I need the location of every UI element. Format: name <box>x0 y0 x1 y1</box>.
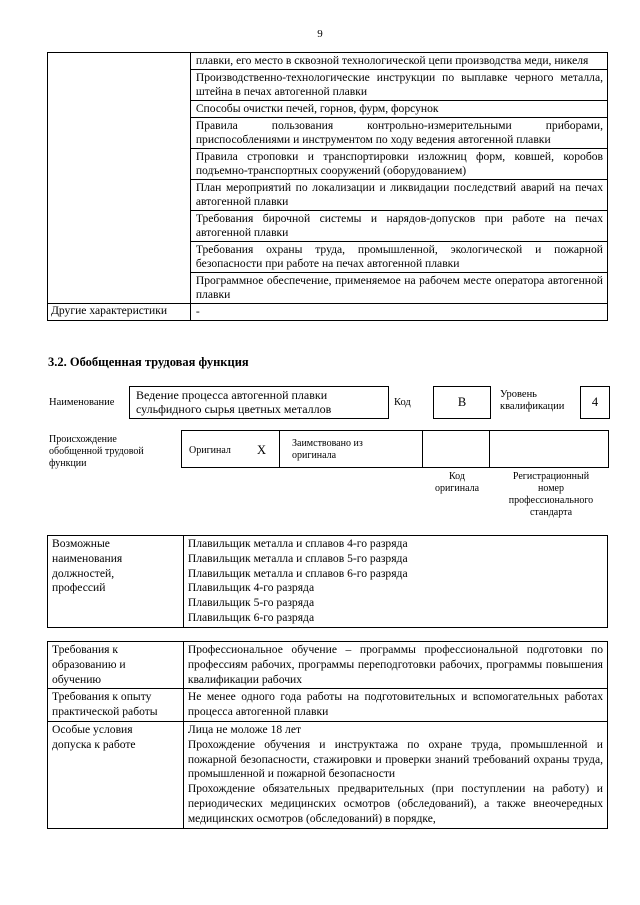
position-item: Плавильщик металла и сплавов 6-го разряда <box>187 566 408 580</box>
conditions-value <box>183 721 607 828</box>
experience-label-line: Требования к опыту <box>52 690 152 704</box>
position-item: Плавильщик 4-го разряда <box>187 581 315 595</box>
conditions-label-line: допуска к работе <box>52 737 136 751</box>
education-label-line: обучению <box>52 672 102 686</box>
positions-label-line: профессий <box>52 581 106 595</box>
knowledge-table <box>47 52 608 321</box>
position-item: Плавильщик 6-го разряда <box>187 610 315 624</box>
origin-box <box>181 430 609 468</box>
code-original-caption-line2: оригинала <box>434 483 480 494</box>
code-value: B <box>457 395 467 409</box>
condition-item: Прохождение обучения и инструктажа по охране труда, промышленной и пожарной безопасности, стажировки и проверки знаний требований охраны труда, промышленной и пожарной безопасности <box>187 737 603 781</box>
level-value: 4 <box>591 395 599 409</box>
reg-number-caption <box>497 471 605 519</box>
experience-label-line: практической работы <box>52 705 158 719</box>
position-item: Плавильщик 5-го разряда <box>187 596 315 610</box>
table-row <box>48 53 608 70</box>
position-item: Плавильщик металла и сплавов 4-го разряда <box>187 537 408 550</box>
condition-item: Прохождение обязательных предварительных (при поступлении на работу) и периодических медицинских осмотров (обследований), а также внеочередных медицинских осмотров (обследований) в порядке, <box>187 782 603 825</box>
original-label: Оригинал <box>189 445 231 456</box>
knowledge-item: Правила пользования контрольно-измерительными приборами, приспособлениями и инструментом по ходу ведения автогенной плавки <box>190 118 607 149</box>
code-original-caption <box>421 471 493 495</box>
code-box <box>433 386 491 419</box>
positions-label <box>48 536 184 628</box>
knowledge-item: Требования охраны труда, промышленной, экологической и пожарной безопасности при работе на печах автогенной плавки <box>190 242 607 273</box>
origin-label-line3: функции <box>49 458 87 469</box>
borrowed-label-line1: Заимствовано из <box>292 438 363 449</box>
positions-label-line: Возможные <box>52 537 110 550</box>
table-row <box>48 304 608 321</box>
reg-caption-line2: номер <box>538 483 564 494</box>
knowledge-item: Программное обеспечение, применяемое на рабочем месте оператора автогенной плавки <box>190 273 607 304</box>
code-original-caption-line1: Код <box>449 471 465 482</box>
education-value: Профессиональное обучение – программы профессиональной подготовки по профессиям рабочих, программы переподготовки рабочих, программы повышения квалификации рабочих <box>183 642 607 689</box>
code-label: Код <box>394 397 411 408</box>
conditions-label-line: Особые условия <box>52 722 133 736</box>
borrowed-label-line2: оригинала <box>292 450 337 461</box>
table-row <box>48 642 608 689</box>
conditions-label <box>48 721 184 828</box>
knowledge-item: Правила строповки и транспортировки изложниц форм, ковшей, коробов подъемно-транспортных сооружений (оборудованием) <box>190 149 607 180</box>
education-label <box>48 642 184 689</box>
experience-label <box>48 689 184 722</box>
level-label-line1: Уровень <box>500 389 537 400</box>
table-row <box>48 721 608 828</box>
table-row <box>48 689 608 722</box>
table-row <box>48 536 608 628</box>
section-title: 3.2. Обобщенная трудовая функция <box>48 355 249 369</box>
origin-label <box>49 434 144 470</box>
knowledge-label-cell <box>48 53 191 304</box>
name-value-line1: Ведение процесса автогенной плавки <box>136 388 328 402</box>
name-value-line2: сульфидного сырья цветных металлов <box>136 401 332 416</box>
reg-caption-line3: профессионального <box>508 495 594 506</box>
level-box <box>580 386 610 419</box>
origin-label-line1: Происхождение <box>49 434 117 445</box>
positions-list <box>183 536 607 628</box>
origin-label-line2: обобщенной трудовой <box>49 446 144 457</box>
education-label-line: Требования к <box>52 643 119 656</box>
knowledge-item: План мероприятий по локализации и ликвидации последствий аварий на печах автогенной плавки <box>190 180 607 211</box>
other-characteristics-value: - <box>190 304 607 321</box>
education-label-line: образованию и <box>52 657 126 671</box>
reg-caption-line1: Регистрационный <box>512 471 590 482</box>
knowledge-item: Требования бирочной системы и нарядов-допусков при работе на печах автогенной плавки <box>190 211 607 242</box>
level-label <box>500 389 564 413</box>
condition-item: Лица не моложе 18 лет <box>187 722 302 736</box>
original-mark: X <box>257 443 267 457</box>
page-number: 9 <box>317 28 323 40</box>
positions-label-line: наименования <box>52 551 123 565</box>
knowledge-item: Производственно-технологические инструкции по выплавке черного металла, штейна в печах автогенной плавки <box>190 70 607 101</box>
requirements-table <box>47 641 608 829</box>
name-box <box>129 386 389 419</box>
other-characteristics-label: Другие характеристики <box>48 304 191 321</box>
positions-label-line: должностей, <box>52 566 115 580</box>
level-label-line2: квалификации <box>500 401 565 412</box>
positions-table <box>47 535 608 628</box>
name-label: Наименование <box>49 397 115 408</box>
borrowed-label <box>292 438 363 462</box>
knowledge-item: плавки, его место в сквозной технологической цепи производства меди, никеля <box>190 53 607 70</box>
experience-value: Не менее одного года работы на подготовительных и вспомогательных работах процесса автогенной плавки <box>183 689 607 722</box>
knowledge-item: Способы очистки печей, горнов, фурм, форсунок <box>190 101 607 118</box>
position-item: Плавильщик металла и сплавов 5-го разряда <box>187 551 408 565</box>
reg-caption-line4: стандарта <box>529 507 573 518</box>
